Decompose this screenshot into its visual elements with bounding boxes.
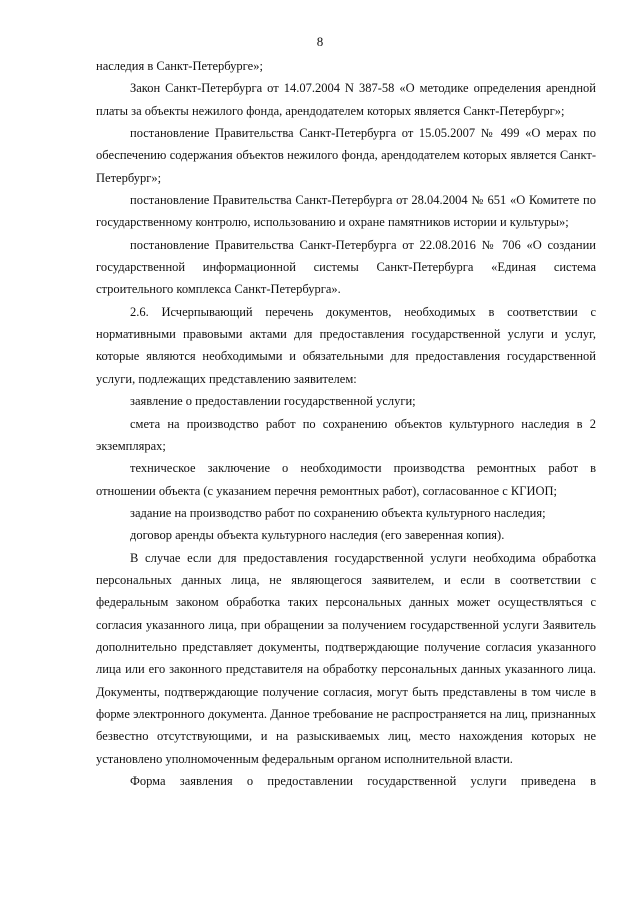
paragraph: 2.6. Исчерпывающий перечень документов, необходимых в соответствии с нормативными правовыми актами для предоставления государственной услуги и услуг, которые являются необходимыми и обязательными для предоставления государственной услуги, подлежащих представлению заявителем: xyxy=(96,304,596,386)
paragraph: смета на производство работ по сохранению объектов культурного наследия в 2 экземплярах; xyxy=(96,416,596,453)
paragraph: договор аренды объекта культурного наследия (его заверенная копия). xyxy=(130,528,505,543)
page-number: 8 xyxy=(316,34,324,49)
document-body xyxy=(96,55,596,792)
paragraph: постановление Правительства Санкт-Петербурга от 15.05.2007 № 499 «О мерах по обеспечению содержания объектов нежилого фонда, арендодателем которых является Санкт-Петербург»; xyxy=(96,126,596,185)
paragraph: Закон Санкт-Петербурга от 14.07.2004 N 387-58 «О методике определения арендной платы за объекты нежилого фонда, арендодателем которых является Санкт-Петербург»; xyxy=(96,81,596,118)
paragraph: наследия в Санкт-Петербурге»; xyxy=(96,59,263,73)
paragraph: постановление Правительства Санкт-Петербурга от 22.08.2016 № 706 «О создании государственной информационной системы Санкт-Петербурга «Единая система строительного комплекса Санкт-Петербурга». xyxy=(96,237,596,297)
paragraph: Форма заявления о предоставлении государственной услуги приведена в xyxy=(130,774,596,788)
paragraph: В случае если для предоставления государственной услуги необходима обработка персональных данных лица, не являющегося заявителем, и если в соответствии с федеральным законом обработка таких персональных данных может осуществляться с согласия указанного лица, при обращении за получением государственной услуги Заявитель дополнительно представляет документы, подтверждающие получение согласия указанного лица или его законного представителя на обработку персональных данных указанного лица. Документы, подтверждающие получение согласия, могут быть представлены в том числе в форме электронного документа. Данное требование не распространяется на лиц, признанных безвестно отсутствующими, и на разыскиваемых лиц, место нахождения которых не установлено уполномоченным федеральным органом исполнительной власти. xyxy=(96,550,596,766)
paragraph: заявление о предоставлении государственной услуги; xyxy=(130,394,416,409)
paragraph: техническое заключение о необходимости производства ремонтных работ в отношении объекта (с указанием перечня ремонтных работ), согласованное с КГИОП; xyxy=(96,461,596,498)
paragraph: постановление Правительства Санкт-Петербурга от 28.04.2004 № 651 «О Комитете по государственному контролю, использованию и охране памятников истории и культуры»; xyxy=(96,193,596,230)
paragraph: задание на производство работ по сохранению объекта культурного наследия; xyxy=(130,505,546,520)
